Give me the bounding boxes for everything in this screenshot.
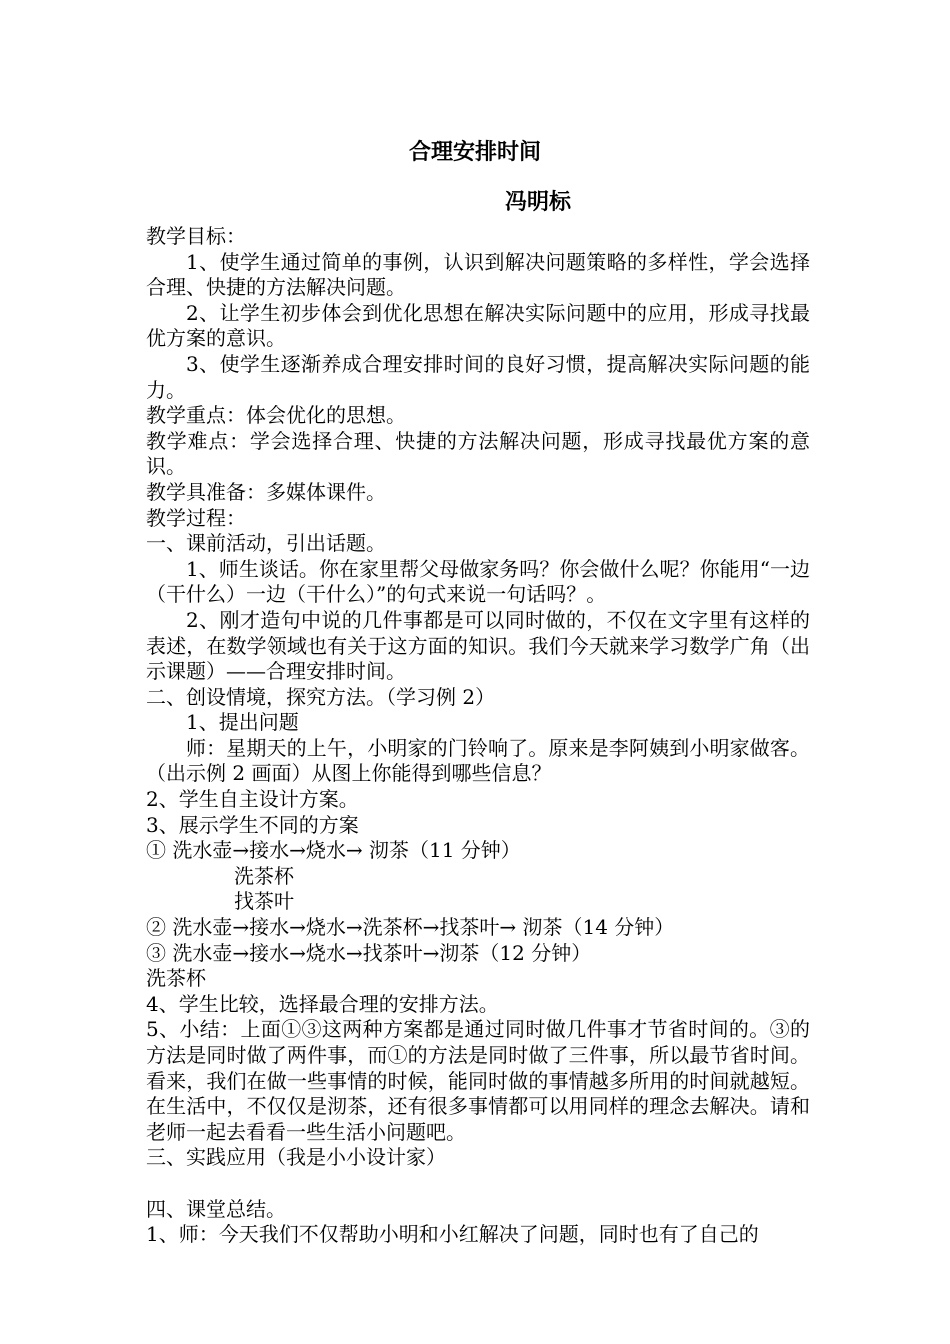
- section-heading: 二、创设情境，探究方法。（学习例 2）: [146, 684, 496, 709]
- document-title: 合理安排时间: [408, 140, 541, 165]
- goals-heading: 教学目标：: [146, 224, 246, 248]
- plan-subline: 洗茶杯: [234, 863, 294, 888]
- section-heading: 三、实践应用（我是小小设计家）: [146, 1145, 446, 1170]
- teaching-tools: 教学具准备：多媒体课件。: [146, 479, 386, 504]
- paragraph: 3、展示学生不同的方案: [146, 812, 359, 837]
- plan-line: ① 洗水壶→接水→烧水→ 沏茶（11 分钟）: [146, 838, 521, 863]
- paragraph: 1、师：今天我们不仅帮助小明和小红解决了问题，同时也有了自己的: [146, 1222, 759, 1247]
- goal-item: 3、使学生逐渐养成合理安排时间的良好习惯，提高解决实际问题的能力。: [146, 351, 810, 402]
- author-name: 冯明标: [505, 190, 572, 215]
- blank-line: [146, 1171, 810, 1197]
- paragraph: 1、师生谈话。你在家里帮父母做家务吗？你会做什么呢？你能用“一边（干什么）一边（干什么）”的句式来说一句话吗？。: [146, 556, 810, 607]
- key-point: 教学重点：体会优化的思想。: [146, 403, 406, 428]
- paragraph: 5、小结：上面①③这两种方案都是通过同时做几件事才节省时间的。③的方法是同时做了两件事，而①的方法是同时做了三件事，所以最节省时间。看来，我们在做一些事情的时候，能同时做的事情越多所用的时间就越短。在生活中，不仅仅是沏茶，还有很多事情都可以用同样的理念去解决。请和老师一起去看看一些生活小问题吧。: [146, 1017, 810, 1144]
- section-heading: 一、课前活动，引出话题。: [146, 531, 386, 556]
- goal-item: 2、让学生初步体会到优化思想在解决实际问题中的应用，形成寻找最优方案的意识。: [146, 300, 810, 351]
- document-body: [146, 224, 810, 1248]
- goal-item: 1、使学生通过简单的事例，认识到解决问题策略的多样性，学会选择合理、快捷的方法解决问题。: [146, 249, 810, 300]
- process-heading: 教学过程：: [146, 505, 246, 530]
- plan-subline: 洗茶杯: [146, 966, 206, 991]
- plan-line: ② 洗水壶→接水→烧水→洗茶杯→找茶叶→ 沏茶（14 分钟）: [146, 915, 675, 940]
- section-heading: 四、课堂总结。: [146, 1196, 286, 1221]
- plan-subline: 找茶叶: [234, 889, 294, 914]
- paragraph: 2、刚才造句中说的几件事都是可以同时做的，不仅在文字里有这样的表述，在数学领域也有关于这方面的知识。我们今天就来学习数学广角（出示课题）——合理安排时间。: [146, 607, 810, 684]
- paragraph: 1、提出问题: [186, 710, 299, 735]
- paragraph: 师：星期天的上午，小明家的门铃响了。原来是李阿姨到小明家做客。（出示例 2 画面）从图上你能得到哪些信息？: [146, 735, 810, 786]
- paragraph: 2、学生自主设计方案。: [146, 787, 359, 812]
- difficulty: 教学难点：学会选择合理、快捷的方法解决问题，形成寻找最优方案的意识。: [146, 428, 810, 479]
- paragraph: 4、学生比较，选择最合理的安排方法。: [146, 991, 499, 1016]
- plan-line: ③ 洗水壶→接水→烧水→找茶叶→沏茶（12 分钟）: [146, 940, 592, 965]
